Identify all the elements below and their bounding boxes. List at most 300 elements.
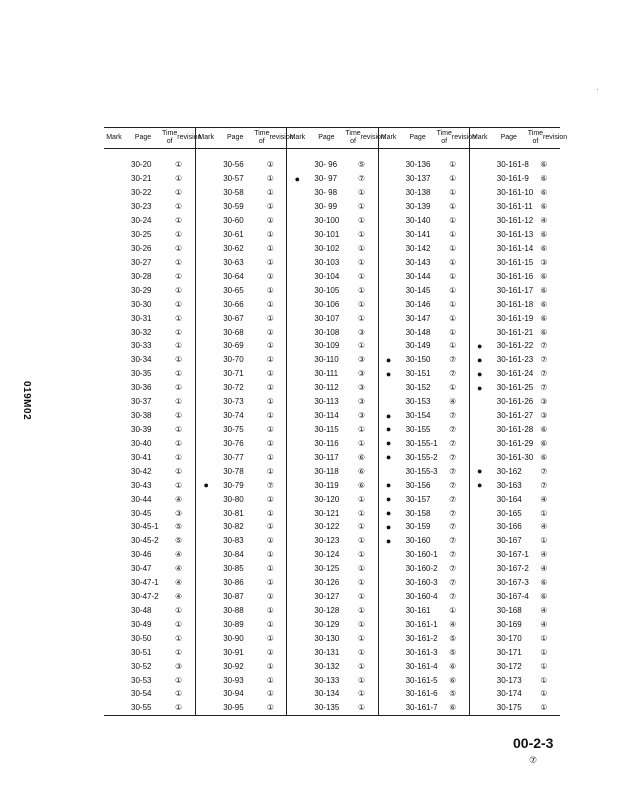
table-row (196, 617, 286, 631)
revision-mark: ① (175, 633, 183, 643)
revision-mark: ⑥ (540, 327, 548, 337)
document-code: 019M02 (21, 381, 32, 421)
table-row (379, 200, 469, 214)
table-row (379, 409, 469, 423)
revision-mark: ① (449, 605, 457, 615)
revision-mark: ① (357, 438, 366, 448)
revision-mark: ⑥ (357, 466, 366, 476)
table-row (287, 283, 377, 297)
page-ref: 30-161-22 (496, 341, 534, 351)
revision-mark: ⑦ (449, 438, 457, 448)
column-group (195, 149, 286, 715)
table-row (287, 353, 377, 367)
page-ref: 30-85 (223, 564, 244, 574)
page-ref: 30-93 (223, 675, 244, 685)
revision-mark: ① (449, 160, 457, 170)
revision-mark: ① (266, 619, 274, 629)
page-ref: 30-155 (405, 424, 431, 434)
table-row (196, 534, 286, 548)
table-row (104, 590, 195, 604)
table-row (104, 604, 195, 618)
revision-mark: ① (266, 466, 274, 476)
mark-bullet: ● (385, 368, 392, 379)
mark-bullet: ● (385, 424, 392, 435)
table-row (287, 464, 377, 478)
table-row (287, 576, 377, 590)
page-ref: 30-171 (496, 647, 522, 657)
table-row (196, 506, 286, 520)
page-ref: 30-161-13 (496, 230, 534, 240)
page-ref: 30-158 (405, 508, 431, 518)
revision-mark: ① (540, 647, 548, 657)
revision-mark: ⑦ (449, 564, 457, 574)
table-row (470, 687, 560, 701)
revision-mark: ⑦ (449, 355, 457, 365)
table-row (379, 492, 469, 506)
table-row (287, 242, 377, 256)
table-row (287, 423, 377, 437)
page-ref: 30-131 (314, 647, 340, 657)
page-ref: 30-134 (314, 689, 340, 699)
revision-mark: ① (175, 327, 183, 337)
revision-mark: ① (357, 257, 366, 267)
table-row (104, 283, 195, 297)
header-revision-line2: revision (543, 134, 568, 141)
table-row (104, 297, 195, 311)
page-ref: 30-74 (223, 411, 244, 421)
table-row (287, 228, 377, 242)
page-ref: 30-120 (314, 494, 340, 504)
revision-mark: ① (266, 160, 274, 170)
revision-mark: ④ (540, 522, 548, 532)
page-ref: 30-135 (314, 703, 340, 713)
revision-mark: ① (449, 188, 457, 198)
table-row (196, 255, 286, 269)
page-ref: 30-107 (314, 313, 340, 323)
table-row (287, 687, 377, 701)
table-row (379, 562, 469, 576)
revision-mark: ⑤ (175, 522, 183, 532)
page-ref: 30-161-25 (496, 383, 534, 393)
page-ref: 30-160-4 (405, 592, 438, 602)
revision-mark: ⑥ (540, 243, 548, 253)
revision-mark: ① (540, 675, 548, 685)
table-row (104, 311, 195, 325)
table-row (196, 200, 286, 214)
revision-mark: ⑤ (449, 689, 457, 699)
revision-mark: ① (357, 494, 366, 504)
table-row (196, 548, 286, 562)
page-ref: 30-161-8 (496, 160, 529, 170)
table-row (470, 409, 560, 423)
table-row (470, 158, 560, 172)
header-revision (528, 128, 567, 148)
header-revision-line1: Time of (254, 130, 270, 145)
table-row (470, 520, 560, 534)
page-revision-mark: ⑦ (529, 755, 538, 765)
page-ref: 30-161-12 (496, 216, 534, 226)
table-row (470, 395, 560, 409)
header-revision-line2: revision (451, 134, 476, 141)
revision-mark: ⑤ (357, 160, 366, 170)
table-row (470, 506, 560, 520)
table-row (196, 186, 286, 200)
table-row (470, 450, 560, 464)
page-ref: 30-70 (223, 355, 244, 365)
page-ref: 30-75 (223, 424, 244, 434)
page-ref: 30-153 (405, 397, 431, 407)
revision-mark: ⑥ (540, 271, 548, 281)
header-mark: Mark (471, 134, 488, 141)
revision-mark: ① (449, 174, 457, 184)
table-row (470, 617, 560, 631)
column-group (286, 149, 377, 715)
revision-mark: ① (357, 188, 366, 198)
page-ref: 30-148 (405, 327, 431, 337)
revision-mark: ① (175, 341, 183, 351)
page-ref: 30-91 (223, 647, 244, 657)
table-row (104, 172, 195, 186)
revision-mark: ④ (449, 619, 457, 629)
page-ref: 30-90 (223, 633, 244, 643)
revision-mark: ① (357, 647, 366, 657)
table-row (379, 325, 469, 339)
revision-mark: ① (266, 424, 274, 434)
page-ref: 30-160-3 (405, 578, 438, 588)
table-row (287, 200, 377, 214)
revision-mark: ① (266, 564, 274, 574)
page-ref: 30-108 (314, 327, 340, 337)
table-row (287, 172, 377, 186)
header-group (104, 128, 202, 148)
revision-mark: ① (175, 438, 183, 448)
table-row (287, 617, 377, 631)
page-ref: 30-64 (223, 271, 244, 281)
table-row (196, 158, 286, 172)
revision-mark: ① (266, 243, 274, 253)
revision-mark: ⑦ (449, 466, 457, 476)
revision-mark: ⑥ (357, 480, 366, 490)
page-ref: 30-140 (405, 216, 431, 226)
page-ref: 30-122 (314, 522, 340, 532)
header-mark: Mark (380, 134, 397, 141)
table-row (287, 659, 377, 673)
table-row (379, 353, 469, 367)
revision-mark: ① (266, 661, 274, 671)
page-ref: 30-123 (314, 536, 340, 546)
table-row (287, 673, 377, 687)
page-ref: 30-26 (131, 243, 152, 253)
page-ref: 30-172 (496, 661, 522, 671)
table-row (104, 228, 195, 242)
revision-mark: ① (357, 605, 366, 615)
table-row (287, 604, 377, 618)
page-ref: 30-141 (405, 230, 431, 240)
page-ref: 30-156 (405, 480, 431, 490)
revision-mark: ① (175, 703, 183, 713)
page-ref: 30-27 (131, 257, 152, 267)
table-row (104, 353, 195, 367)
revision-mark: ③ (540, 411, 548, 421)
page-ref: 30-113 (314, 397, 339, 407)
revision-mark: ③ (357, 355, 366, 365)
revision-mark: ① (266, 188, 274, 198)
page-ref: 30-22 (131, 188, 152, 198)
revision-mark: ⑦ (449, 550, 457, 560)
page-ref: 30-79 (223, 480, 244, 490)
revision-mark: ③ (357, 383, 366, 393)
page-ref: 30-51 (131, 647, 152, 657)
table-row (379, 214, 469, 228)
revision-mark: ⑦ (449, 592, 457, 602)
revision-mark: ① (175, 160, 183, 170)
table-row (379, 576, 469, 590)
table-row (287, 269, 377, 283)
table-header (104, 128, 568, 149)
revision-mark: ① (175, 216, 183, 226)
table-row (379, 617, 469, 631)
revision-mark: ⑦ (449, 424, 457, 434)
column-group (469, 149, 560, 715)
revision-mark: ⑥ (540, 188, 548, 198)
table-row (470, 604, 560, 618)
revision-mark: ① (449, 202, 457, 212)
page-ref: 30-54 (131, 689, 152, 699)
revision-mark: ⑥ (449, 703, 457, 713)
page-ref: 30-86 (223, 578, 244, 588)
page-ref: 30-137 (405, 174, 431, 184)
table-row (470, 255, 560, 269)
revision-mark: ⑦ (449, 480, 457, 490)
table-row (196, 492, 286, 506)
table-row (104, 325, 195, 339)
revision-mark: ④ (540, 494, 548, 504)
revision-mark: ① (449, 299, 457, 309)
column-group (378, 149, 469, 715)
revision-mark: ① (357, 675, 366, 685)
table-row (379, 283, 469, 297)
page-ref: 30-161-1 (405, 619, 438, 629)
page-ref: 30-170 (496, 633, 522, 643)
revision-mark: ⑦ (266, 480, 274, 490)
table-row (104, 645, 195, 659)
table-row (104, 423, 195, 437)
page-ref: 30-161-19 (496, 313, 534, 323)
table-row (196, 687, 286, 701)
page-ref: 30-61 (223, 230, 244, 240)
page-ref: 30-40 (131, 438, 152, 448)
revision-mark: ① (449, 383, 457, 393)
mark-bullet: ● (385, 480, 392, 491)
page-ref: 30-66 (223, 299, 244, 309)
revision-mark: ① (266, 452, 274, 462)
revision-mark: ④ (540, 619, 548, 629)
page-ref: 30-155-1 (405, 438, 438, 448)
page-ref: 30-161-6 (405, 689, 438, 699)
revision-mark: ⑤ (449, 633, 457, 643)
table-row (470, 339, 560, 353)
table-row (470, 534, 560, 548)
mark-bullet: ● (385, 494, 392, 505)
revision-mark: ① (449, 271, 457, 281)
table-row (104, 269, 195, 283)
table-row (379, 255, 469, 269)
table-row (287, 158, 377, 172)
revision-mark: ③ (175, 661, 183, 671)
revision-mark: ① (175, 257, 183, 267)
table-row (287, 478, 377, 492)
revision-mark: ① (540, 633, 548, 643)
page-ref: 30-167-1 (496, 550, 529, 560)
revision-mark: ⑦ (449, 494, 457, 504)
revision-mark: ⑦ (540, 341, 548, 351)
page-ref: 30-65 (223, 285, 244, 295)
page-ref: 30-36 (131, 383, 152, 393)
revision-mark: ① (266, 257, 274, 267)
table-row (379, 687, 469, 701)
table-row (287, 548, 377, 562)
table-row (379, 506, 469, 520)
revision-mark: ① (540, 536, 548, 546)
table-row (287, 395, 377, 409)
page-ref: 30-39 (131, 424, 152, 434)
header-mark: Mark (289, 134, 306, 141)
revision-mark: ③ (357, 411, 366, 421)
page-ref: 30-161-24 (496, 369, 534, 379)
revision-mark: ① (175, 424, 183, 434)
page-ref: 30-157 (405, 494, 431, 504)
header-revision-line2: revision (360, 134, 385, 141)
table-row (379, 478, 469, 492)
page-ref: 30-116 (314, 438, 339, 448)
page-ref: 30-95 (223, 703, 244, 713)
table-row (104, 339, 195, 353)
page-ref: 30-47-2 (131, 592, 159, 602)
table-row (196, 701, 286, 715)
revision-mark: ⑥ (449, 661, 457, 671)
page-ref: 30-63 (223, 257, 244, 267)
page-ref: 30-100 (314, 216, 340, 226)
revision-mark: ⑦ (540, 383, 548, 393)
mark-bullet: ● (477, 340, 483, 351)
page-ref: 30-121 (314, 508, 340, 518)
revision-mark: ① (357, 703, 366, 713)
revision-mark: ④ (540, 216, 548, 226)
table-row (196, 464, 286, 478)
table-row (470, 590, 560, 604)
revision-mark: ⑦ (449, 508, 457, 518)
header-revision-line1: Time of (527, 130, 544, 145)
page-ref: 30-161-16 (496, 271, 534, 281)
table-row (379, 590, 469, 604)
revision-mark: ① (266, 438, 274, 448)
revision-mark: ④ (540, 564, 548, 574)
revision-mark: ① (266, 703, 274, 713)
page-ref: 30-34 (131, 355, 152, 365)
page-ref: 30-33 (131, 341, 152, 351)
table-row (104, 381, 195, 395)
mark-bullet: ● (385, 508, 392, 518)
page-ref: 30-87 (223, 592, 244, 602)
page-ref: 30-109 (314, 341, 340, 351)
page-ref: 30-168 (496, 605, 522, 615)
page-ref: 30-146 (405, 299, 431, 309)
table-row (196, 478, 286, 492)
table-row (379, 311, 469, 325)
revision-mark: ① (449, 327, 457, 337)
revision-mark: ① (266, 411, 274, 421)
page-ref: 30-151 (405, 369, 431, 379)
page-ref: 30- 98 (314, 188, 338, 198)
page-ref: 30-56 (223, 160, 244, 170)
revision-mark: ① (357, 592, 366, 602)
page-ref: 30-125 (314, 564, 340, 574)
page-ref: 30-150 (405, 355, 431, 365)
speck (597, 89, 598, 90)
revision-mark: ① (449, 243, 457, 253)
revision-mark: ③ (357, 327, 366, 337)
page-ref: 30-78 (223, 466, 244, 476)
revision-mark: ① (357, 299, 366, 309)
page-ref: 30-127 (314, 592, 340, 602)
revision-mark: ① (357, 216, 366, 226)
revision-mark: ③ (357, 369, 366, 379)
revision-mark: ⑥ (540, 202, 548, 212)
table-row (104, 200, 195, 214)
table-row (287, 562, 377, 576)
revision-mark: ① (449, 341, 457, 351)
mark-bullet: ● (385, 410, 392, 421)
table-row (379, 673, 469, 687)
page-ref: 30-149 (405, 341, 431, 351)
table-row (196, 450, 286, 464)
table-row (379, 186, 469, 200)
revision-mark: ⑥ (540, 299, 548, 309)
table-row (379, 423, 469, 437)
page-ref: 30-47 (131, 564, 152, 574)
table-row (287, 381, 377, 395)
table-row (379, 228, 469, 242)
revision-mark: ④ (540, 605, 548, 615)
table-row (104, 701, 195, 715)
revision-mark: ① (266, 174, 274, 184)
table-row (196, 283, 286, 297)
table-row (287, 701, 377, 715)
revision-mark: ③ (540, 397, 548, 407)
page-ref: 30-45 (131, 508, 152, 518)
header-group (195, 128, 294, 148)
page-ref: 30-161-10 (496, 188, 534, 198)
table-row (379, 242, 469, 256)
table-row (196, 172, 286, 186)
page-ref: 30-103 (314, 257, 340, 267)
page-ref: 30-49 (131, 619, 152, 629)
table-row (379, 158, 469, 172)
page-ref: 30-24 (131, 216, 152, 226)
revision-mark: ④ (175, 578, 183, 588)
table-row (470, 325, 560, 339)
revision-mark: ① (540, 661, 548, 671)
table-row (379, 297, 469, 311)
table-row (470, 423, 560, 437)
table-row (196, 297, 286, 311)
table-row (196, 325, 286, 339)
table-row (470, 492, 560, 506)
page-ref: 30-42 (131, 466, 152, 476)
table-row (104, 158, 195, 172)
revision-mark: ① (357, 202, 366, 212)
revision-mark: ⑦ (449, 452, 457, 462)
